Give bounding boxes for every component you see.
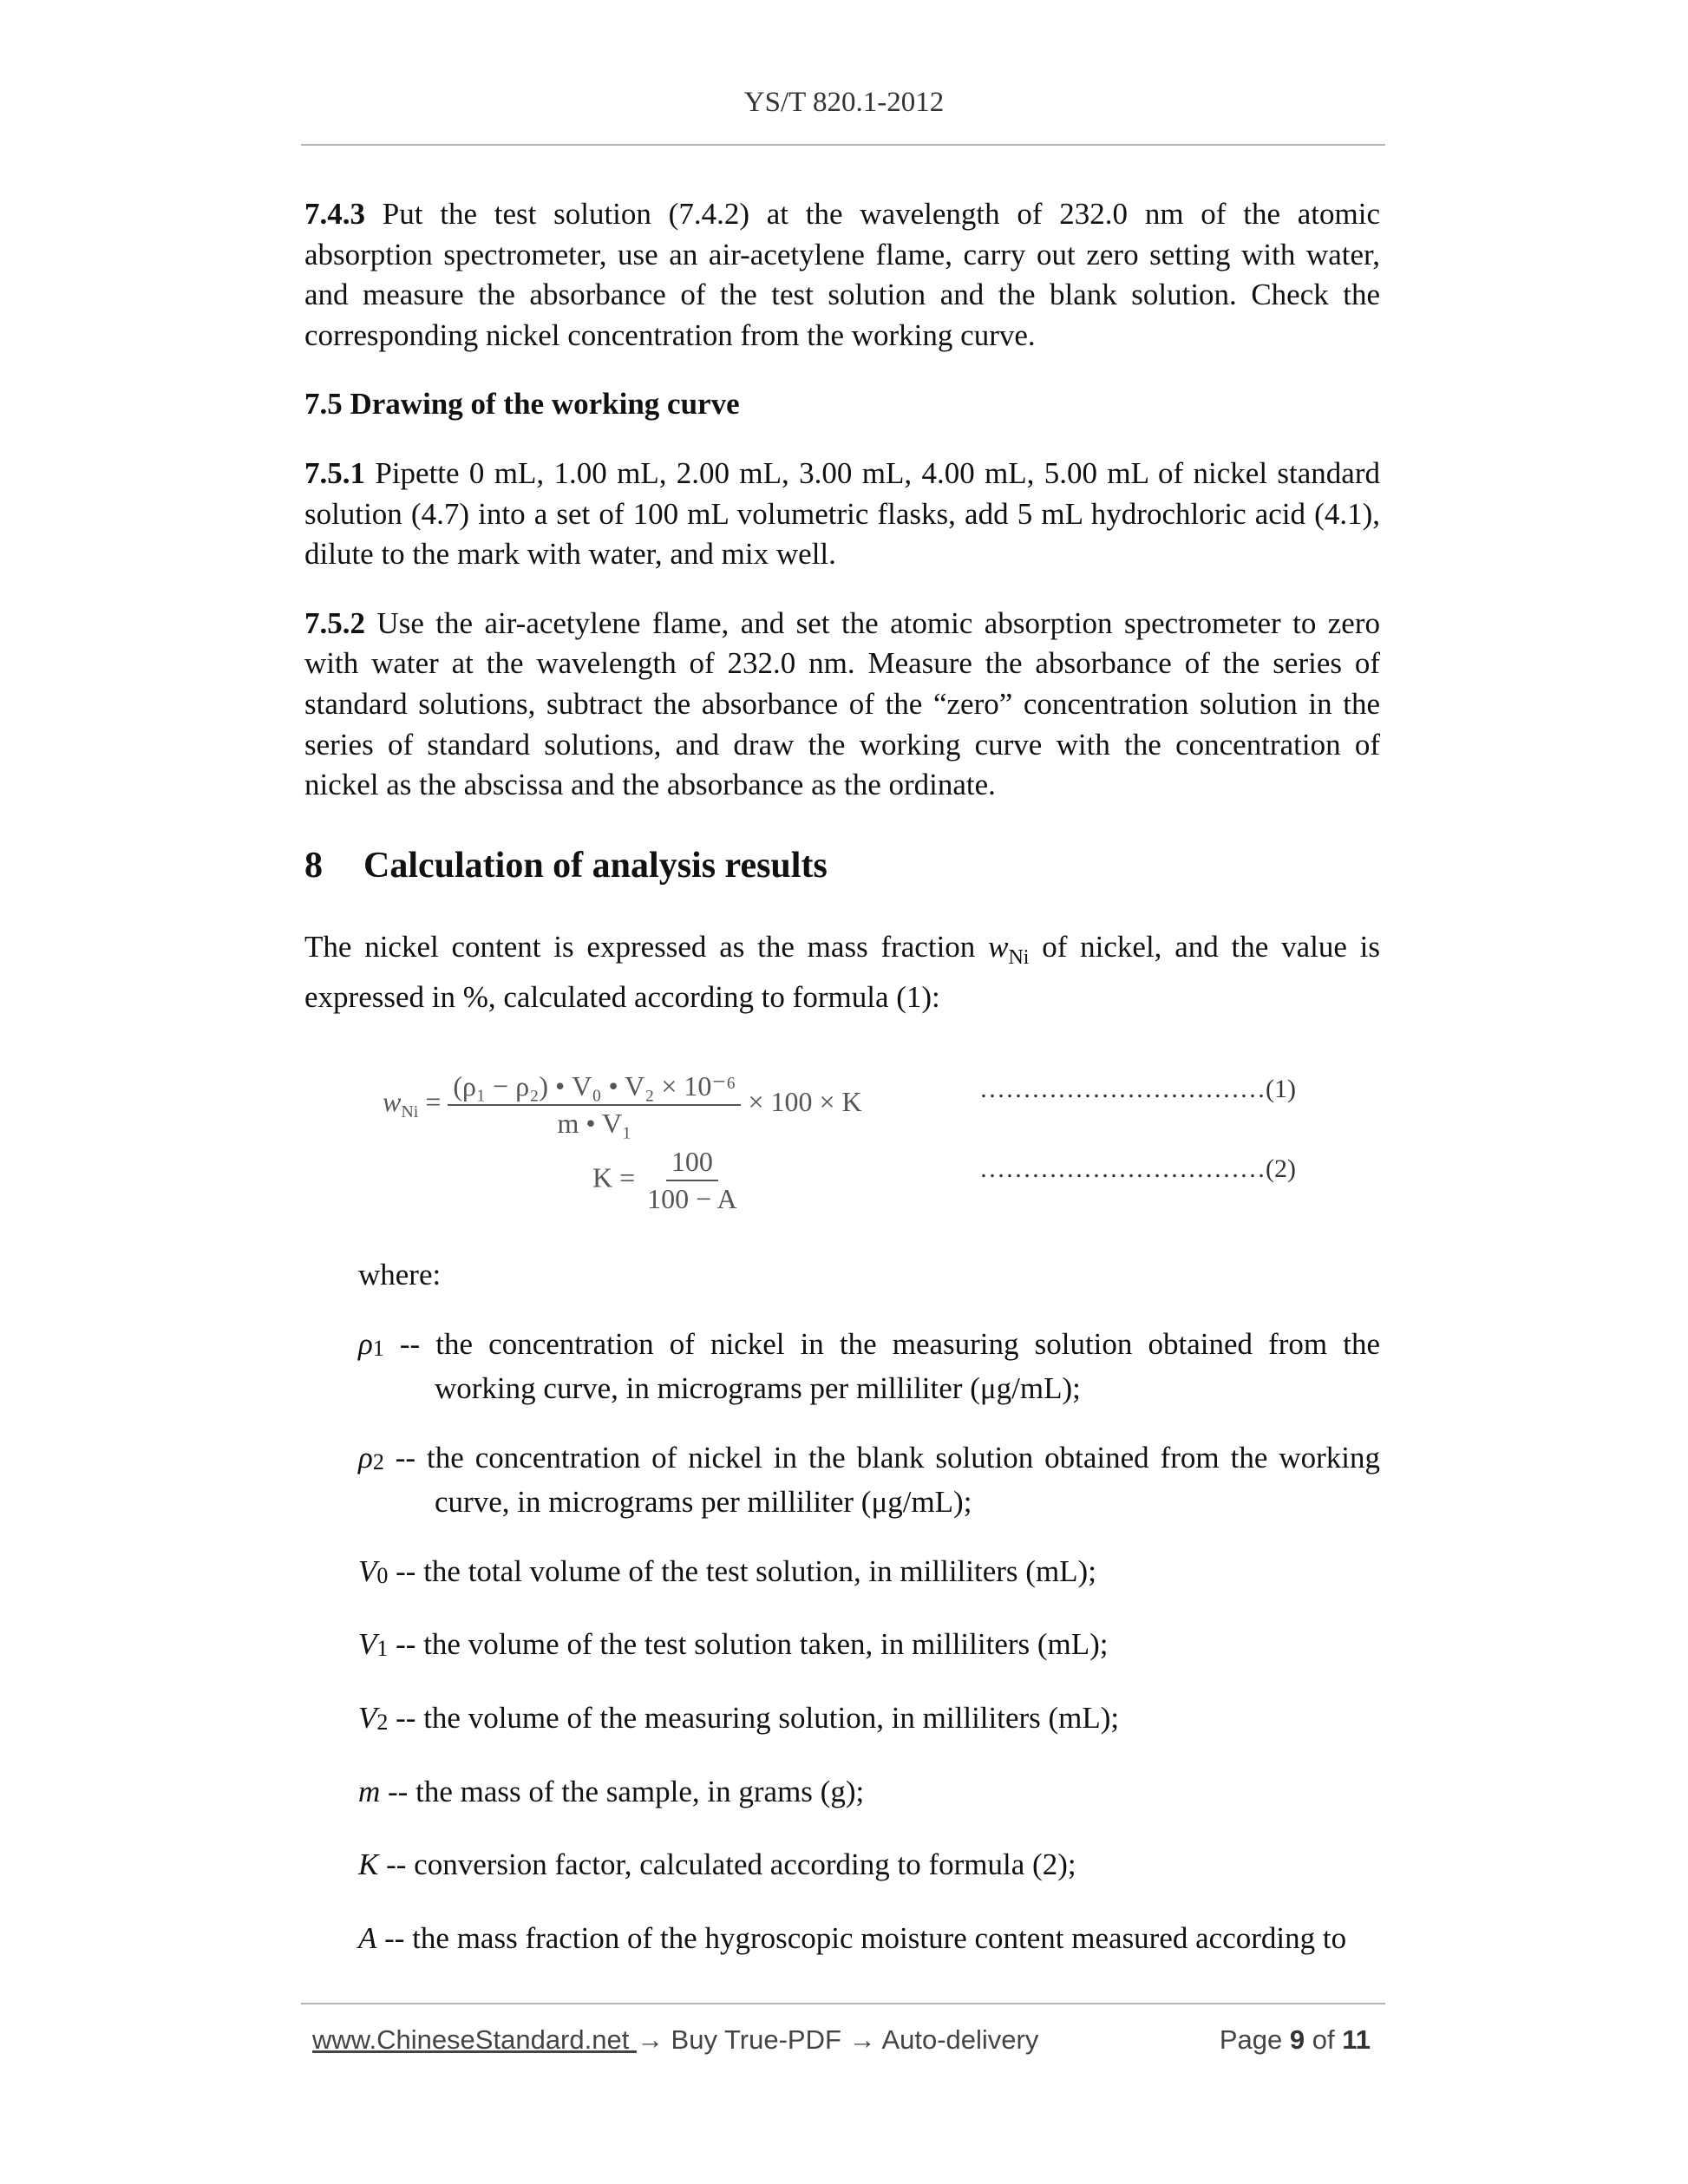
clause-text: Put the test solution (7.4.2) at the wavelength of 232.0 nm of the atomic absorption spectrometer, use an air-acetylene flame, carry out zero setting with water, and measure the absorbance of the test solution and the blank solution. Check the corresponding nickel concentration from the working curve. (304, 197, 1380, 352)
leader-dots: …………………………… (979, 1074, 1266, 1103)
clause-7-5-heading (304, 384, 1380, 425)
definition-subscript: 1 (376, 1636, 389, 1662)
clause-number: 7.5 (304, 387, 343, 422)
definition-subscript: 2 (372, 1448, 384, 1475)
footer-divider (301, 2003, 1385, 2004)
definition-subscript: 0 (376, 1562, 389, 1588)
mass-fraction-subscript: Ni (1008, 945, 1030, 969)
intro-text-cont: of nickel, and the value is expressed in %, calculated according to formula (1): (304, 929, 1380, 1015)
clause-text: Pipette 0 mL, 1.00 mL, 2.00 mL, 3.00 mL, 4.00 mL, 5.00 mL of nickel standard solution (4.7) into a set of 100 mL volumetric flasks, add 5 mL hydrochloric acid (4.1), dilute to the mark with water, and mix well. (304, 455, 1380, 572)
formula-1-equals: = (425, 1085, 442, 1117)
mass-fraction-symbol: w (988, 929, 1009, 964)
arrow-icon: → (636, 2024, 664, 2055)
section-8-heading (304, 842, 1380, 889)
definition-item (358, 1772, 1380, 1817)
clause-number: 7.4.3 (304, 197, 365, 231)
formula-2-lhs: K = (592, 1161, 636, 1193)
definition-symbol: V (358, 1701, 377, 1736)
arrow-icon: → (848, 2024, 876, 2055)
formula-1-leader (979, 1075, 1296, 1104)
section-8-intro (304, 927, 1380, 1018)
clause-number: 7.5.1 (304, 455, 365, 490)
formula-block (304, 1047, 1380, 1220)
definition-text: -- the volume of the measuring solution, in milliliters (mL); (388, 1701, 1120, 1736)
section-title: Calculation of analysis results (363, 845, 828, 886)
formula-2-fraction (642, 1146, 742, 1215)
site-link[interactable]: www.ChineseStandard.net (312, 2024, 637, 2055)
clause-text: Use the air-acetylene flame, and set the atomic absorption spectrometer to zero with water at the wavelength of 232.0 nm. Measure the absorbance of the series of standard solutions, subtract the absorbance of the “zero” concentration solution in the series of standard solutions, and draw the working curve with the concentration of nickel as the abscissa and the absorbance as the ordinate. (304, 605, 1381, 802)
definition-subscript: 1 (372, 1335, 384, 1361)
intro-text: The nickel content is expressed as the mass fraction (304, 929, 989, 964)
leader-dots: …………………………… (979, 1154, 1266, 1183)
definition-text: -- the mass fraction of the hygroscopic moisture content measured according to (376, 1920, 1347, 1955)
definition-item (358, 1552, 1380, 1597)
definition-item (358, 1698, 1380, 1743)
formula-2 (592, 1146, 743, 1215)
page-label: Page (1219, 2024, 1290, 2055)
formula-1 (383, 1069, 862, 1140)
symbol-definitions (304, 1324, 1380, 1964)
auto-delivery-text: Auto-delivery (875, 2024, 1039, 2055)
definition-symbol: m (358, 1774, 381, 1808)
page-total: 11 (1342, 2024, 1371, 2055)
definition-symbol: A (358, 1920, 377, 1955)
document-body (304, 194, 1380, 1991)
where-label: where: (358, 1257, 442, 1291)
definition-text: -- the concentration of nickel in the blank solution obtained from the working curve, in micrograms per milliliter (μg/mL); (383, 1440, 1380, 1520)
definition-symbol: K (358, 1847, 379, 1882)
definition-symbol: V (358, 1553, 377, 1588)
footer-promo (312, 2024, 1038, 2056)
formula-1-fraction (448, 1069, 741, 1140)
definition-symbol: ρ (358, 1440, 373, 1475)
definition-text: -- the concentration of nickel in the measuring solution obtained from the working curve, in micrograms per milliliter (μg/mL); (383, 1326, 1380, 1406)
formula-1-denominator: m • V₁ (557, 1107, 632, 1139)
page-indicator (1220, 2024, 1371, 2056)
definition-text: -- conversion factor, calculated according to formula (2); (378, 1847, 1076, 1882)
definition-text: -- the total volume of the test solution, in milliliters (mL); (388, 1553, 1096, 1588)
standard-number-header: YS/T 820.1-2012 (743, 87, 945, 118)
of-label: of (1305, 2024, 1343, 2055)
formula-1-lhs: w (383, 1085, 402, 1117)
formula-1-tail: × 100 × K (748, 1085, 862, 1117)
definition-item (358, 1438, 1380, 1523)
formula-2-tag: (2) (1266, 1154, 1296, 1183)
formula-1-tag: (1) (1266, 1074, 1296, 1103)
formula-2-leader (979, 1154, 1296, 1184)
clause-number: 7.5.2 (304, 605, 365, 640)
definition-item (358, 1845, 1380, 1890)
clause-heading-text: Drawing of the working curve (350, 387, 740, 422)
definition-text: -- the mass of the sample, in grams (g); (380, 1774, 865, 1808)
clause-7-5-1 (304, 454, 1380, 575)
definition-item (358, 1919, 1380, 1964)
formula-1-lhs-sub: Ni (401, 1102, 419, 1122)
clause-7-4-3 (304, 194, 1380, 356)
formula-2-denominator: 100 − A (647, 1182, 737, 1214)
header-divider (301, 144, 1385, 146)
section-number: 8 (304, 845, 323, 886)
page-number: 9 (1289, 2024, 1305, 2055)
clause-7-5-2 (304, 604, 1380, 806)
definition-text: -- the volume of the test solution taken, in milliliters (mL); (388, 1627, 1109, 1662)
formula-1-numerator: (ρ₁ − ρ₂) • V₀ • V₂ × 10⁻⁶ (448, 1069, 741, 1106)
definition-symbol: V (358, 1627, 377, 1662)
definition-item (358, 1324, 1380, 1409)
definition-symbol: ρ (358, 1326, 373, 1361)
page-footer (312, 2024, 1371, 2068)
buy-pdf-text: Buy True-PDF (663, 2024, 849, 2055)
formula-2-numerator: 100 (666, 1146, 718, 1181)
definition-item (358, 1625, 1380, 1670)
definition-subscript: 2 (376, 1710, 389, 1736)
